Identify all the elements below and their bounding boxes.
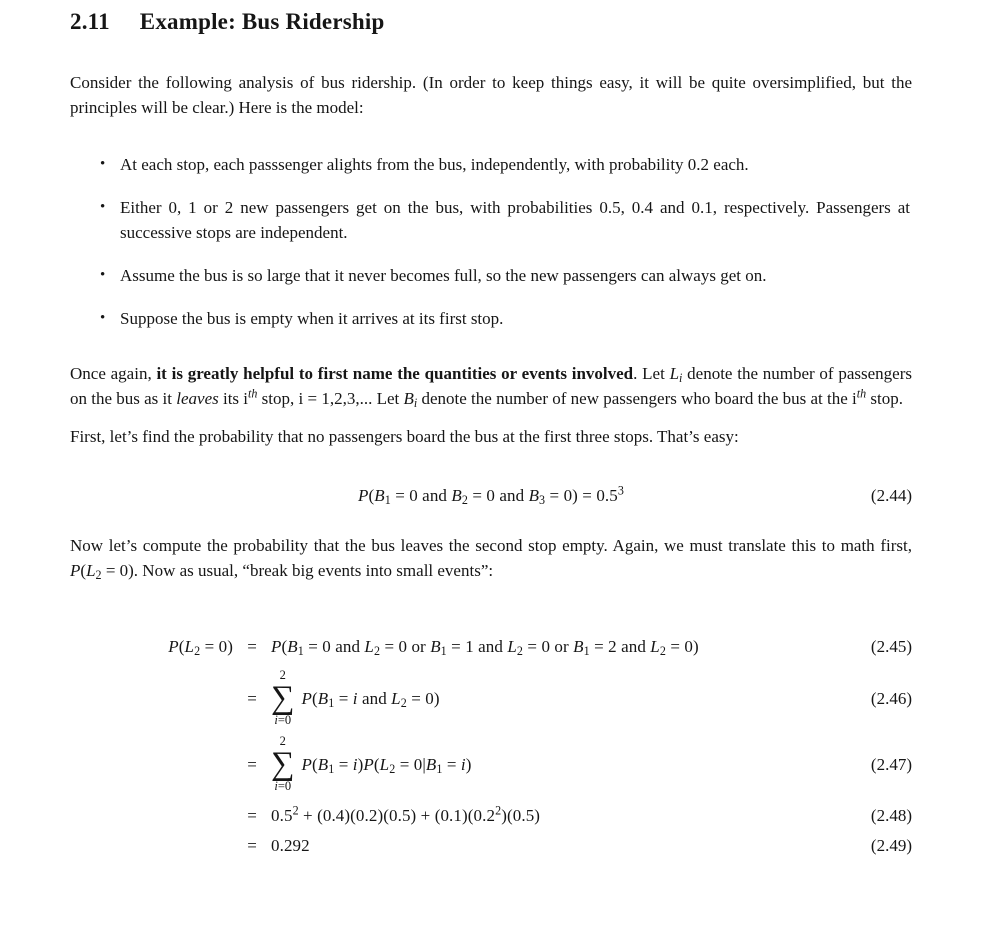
list-item-text: Suppose the bus is empty when it arrives at its first stop. xyxy=(120,309,504,328)
list-item xyxy=(70,195,912,245)
equation-number: (2.49) xyxy=(870,835,912,855)
equation-number: (2.47) xyxy=(870,754,912,774)
equation-2-47 xyxy=(70,733,912,795)
equals-sign: = xyxy=(247,835,257,855)
equation-2-46 xyxy=(70,667,912,729)
summation-upper-limit: 2 xyxy=(279,734,286,748)
list-item xyxy=(70,152,912,177)
equation-lhs: $P(L_2 = 0)$ xyxy=(168,636,233,658)
intro-paragraph: Consider the following analysis of bus ridership. (In order to keep things easy, it will be quite oversimplified, but the principles will be clear.) Here is the model: xyxy=(70,73,912,117)
summation-upper-limit: 2 xyxy=(279,668,286,682)
equation-rhs: $P(B_1 = i)P(L_2 = 0|B_1 = i)$ xyxy=(301,754,472,776)
second-stop-paragraph: Now let’s compute the probability that the bus leaves the second stop empty. Again, we must translate this to math first, $P(L_2 = 0)$. Now as usual, “break big events into small events”: xyxy=(70,536,912,583)
equals-sign: = xyxy=(247,805,257,825)
summation-lower-limit: i=0 xyxy=(274,713,292,727)
summation-operator xyxy=(271,669,295,727)
list-item-text: Either 0, 1 or 2 new passengers get on the bus, with probabilities 0.5, 0.4 and 0.1, respectively. Passengers at successive stops are independent. xyxy=(120,198,910,242)
equation-number: (2.48) xyxy=(870,805,912,825)
model-assumptions-list xyxy=(70,152,912,331)
bullet-icon: • xyxy=(100,199,106,215)
naming-paragraph: Once again, it is greatly helpful to first name the quantities or events involved. Let $L_i$ denote the number of passengers on the bus as it leaves its $i^{th}$ stop, i = 1,2,3,... Let $B_i$ denote the number of new passengers who board the bus at the $i^{th}$ stop. xyxy=(70,364,912,411)
equation-rhs: 0.292 xyxy=(271,835,310,855)
summation-operator xyxy=(271,735,295,793)
equation-number: (2.44) xyxy=(870,486,912,505)
equation-rhs: $P(B_1 = 0$ and $L_2 = 0$ or $B_1 = 1$ and $L_2 = 0$ or $B_1 = 2$ and $L_2 = 0$) xyxy=(271,636,699,658)
sigma-sum-icon: ∑ xyxy=(271,680,295,716)
section-heading xyxy=(70,8,912,36)
equation-2-48 xyxy=(70,799,912,831)
list-item xyxy=(70,263,912,288)
bullet-icon: • xyxy=(100,310,106,326)
equals-sign: = xyxy=(247,754,257,774)
list-item xyxy=(70,306,912,331)
sigma-sum-icon: ∑ xyxy=(271,746,295,782)
derivation-block xyxy=(70,629,912,859)
equation-number: (2.46) xyxy=(870,688,912,708)
equation-rhs: $0.5^2 + (0.4)(0.2)(0.5) + (0.1)(0.2^2)(0.5)$ xyxy=(271,802,541,825)
bullet-icon: • xyxy=(100,267,106,283)
equation-body: $P(B_1 = 0$ and $B_2 = 0$ and $B_3 = 0) = 0.5^3$ xyxy=(357,483,625,508)
equation-number: (2.45) xyxy=(870,636,912,656)
equals-sign: = xyxy=(247,636,257,656)
summation-lower-limit: i=0 xyxy=(274,779,292,793)
list-item-text: Assume the bus is so large that it never becomes full, so the new passengers can always get on. xyxy=(120,266,767,285)
bullet-icon: • xyxy=(100,156,106,172)
equation-2-49 xyxy=(70,831,912,859)
section-title: Example: Bus Ridership xyxy=(139,9,385,34)
equation-2-44 xyxy=(70,481,912,511)
list-item-text: At each stop, each passsenger alights from the bus, independently, with probability 0.2 each. xyxy=(120,155,749,174)
equation-rhs: $P(B_1 = i$ and $L_2 = 0$) xyxy=(301,688,440,710)
equals-sign: = xyxy=(247,688,257,708)
first-probability-paragraph: First, let’s find the probability that no passengers board the bus at the first three stops. That’s easy: xyxy=(70,427,739,446)
equation-2-45 xyxy=(70,629,912,663)
section-number: 2.11 xyxy=(70,9,110,34)
